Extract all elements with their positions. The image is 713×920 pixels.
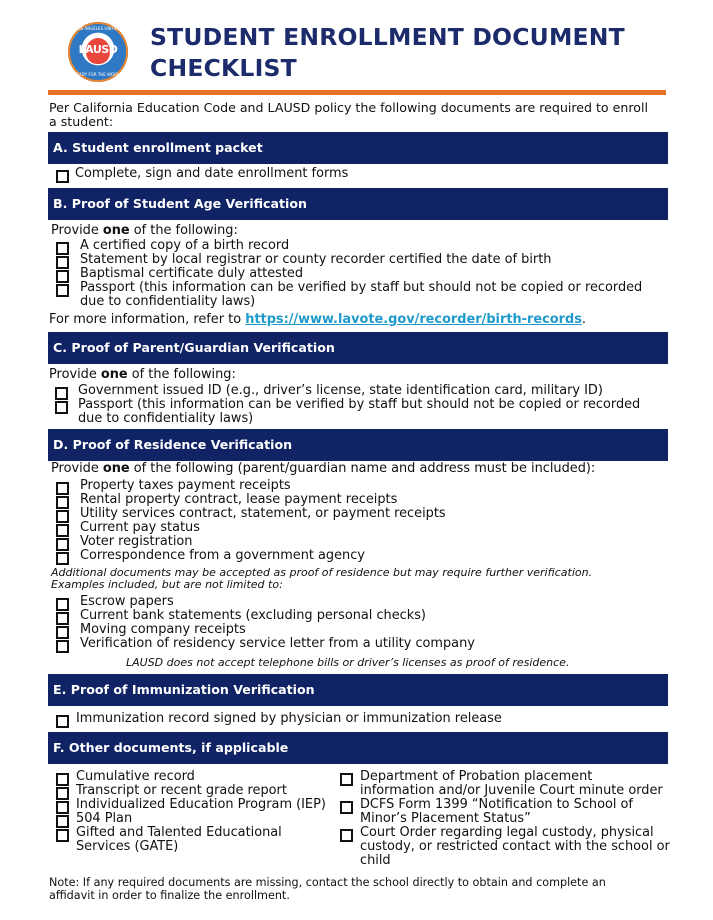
checklist-item: Statement by local registrar or county recorder certified the date of birth: [80, 252, 552, 267]
checklist-item: Rental property contract, lease payment receipts: [80, 492, 398, 507]
checklist-item: A certified copy of a birth record: [80, 238, 290, 253]
checklist-item: Cumulative record: [76, 769, 195, 784]
examples-note: Examples included, but are not limited to:: [51, 578, 283, 591]
checklist-item: Correspondence from a government agency: [80, 548, 365, 563]
checkbox[interactable]: [56, 552, 69, 565]
checklist-item-continued: due to confidentiality laws): [80, 294, 256, 309]
checklist-item: Baptismal certificate duly attested: [80, 266, 304, 281]
checklist-item: Government issued ID (e.g., driver’s license, state identification card, military ID): [78, 383, 603, 398]
checklist-item-continued: information and/or Juvenile Court minute order: [360, 783, 663, 798]
intro-line-1: Per California Education Code and LAUSD policy the following documents are required to enroll: [49, 100, 648, 115]
checklist-item: Department of Probation placement: [360, 769, 593, 784]
intro-text: [49, 101, 669, 128]
checklist-item-continued: due to confidentiality laws): [78, 411, 254, 426]
section-a-header: A. Student enrollment packet: [48, 132, 668, 164]
checkbox[interactable]: [56, 482, 69, 495]
checklist-item: Property taxes payment receipts: [80, 478, 291, 493]
birth-records-link[interactable]: https://www.lavote.gov/recorder/birth-records: [245, 312, 582, 327]
checkbox[interactable]: [56, 815, 69, 828]
checklist-item-continued: Minor’s Placement Status”: [360, 811, 531, 826]
additional-docs-note: Additional documents may be accepted as proof of residence but may require further verification.: [51, 566, 593, 579]
checklist-item: Transcript or recent grade report: [76, 783, 287, 798]
checklist-item-continued: child: [360, 853, 391, 868]
lausd-logo: [68, 22, 128, 82]
checkbox[interactable]: [56, 598, 69, 611]
checklist-item: Immunization record signed by physician or immunization release: [76, 711, 502, 726]
footer-line-1: Note: If any required documents are missing, contact the school directly to obtain and complete an: [49, 876, 606, 889]
checkbox[interactable]: [340, 801, 353, 814]
footer-line-2: affidavit in order to finalize the enrollment.: [49, 889, 290, 902]
footer-note: [49, 876, 689, 902]
checklist-item: Voter registration: [80, 534, 193, 549]
checklist-item: Moving company receipts: [80, 622, 246, 637]
page-title: [150, 22, 670, 84]
checkbox[interactable]: [340, 829, 353, 842]
title-line-1: STUDENT ENROLLMENT DOCUMENT: [150, 23, 625, 51]
section-d-header: D. Proof of Residence Verification: [48, 429, 668, 461]
checkbox[interactable]: [56, 626, 69, 639]
checklist-item-continued: custody, or restricted contact with the school or: [360, 839, 670, 854]
logo-ring-bottom-text: READY FOR THE WORLD: [73, 72, 123, 77]
checkbox[interactable]: [56, 270, 69, 283]
checkbox[interactable]: [56, 170, 69, 183]
checklist-item: Passport (this information can be verified by staff but should not be copied or recorded: [80, 280, 643, 295]
checklist-item: Utility services contract, statement, or payment receipts: [80, 506, 446, 521]
checklist-item: Current bank statements (excluding personal checks): [80, 608, 426, 623]
checklist-item: Complete, sign and date enrollment forms: [75, 166, 349, 181]
section-f-header: F. Other documents, if applicable: [48, 732, 668, 764]
checkbox[interactable]: [55, 401, 68, 414]
checkbox[interactable]: [340, 773, 353, 786]
section-c-header: C. Proof of Parent/Guardian Verification: [48, 332, 668, 364]
checkbox[interactable]: [56, 284, 69, 297]
title-line-2: CHECKLIST: [150, 54, 297, 82]
checklist-item: Passport (this information can be verified by staff but should not be copied or recorded: [78, 397, 641, 412]
checkbox[interactable]: [56, 524, 69, 537]
checkbox[interactable]: [56, 829, 69, 842]
title-divider: [48, 90, 666, 95]
checklist-item: Court Order regarding legal custody, physical: [360, 825, 654, 840]
checkbox[interactable]: [56, 773, 69, 786]
checkbox[interactable]: [56, 242, 69, 255]
checklist-item: Current pay status: [80, 520, 200, 535]
checklist-item: Individualized Education Program (IEP): [76, 797, 326, 812]
checkbox[interactable]: [56, 612, 69, 625]
checkbox[interactable]: [56, 510, 69, 523]
checkbox[interactable]: [56, 640, 69, 653]
checkbox[interactable]: [56, 787, 69, 800]
provide-one-text: Provide one of the following:: [49, 367, 236, 382]
logo-ring-top-text: LOS ANGELES UNIFIED: [75, 26, 121, 31]
logo-letters: LAUSD: [78, 43, 118, 56]
intro-line-2: a student:: [49, 113, 114, 129]
checklist-item: 504 Plan: [76, 811, 133, 826]
checkbox[interactable]: [56, 256, 69, 269]
checkbox[interactable]: [56, 801, 69, 814]
checklist-item: DCFS Form 1399 “Notification to School of: [360, 797, 633, 812]
provide-one-text: Provide one of the following (parent/guardian name and address must be included):: [51, 461, 596, 476]
checklist-item: Gifted and Talented Educational: [76, 825, 282, 840]
checklist-item: Escrow papers: [80, 594, 174, 609]
checkbox[interactable]: [56, 496, 69, 509]
provide-one-text: Provide one of the following:: [51, 223, 238, 238]
checkbox[interactable]: [56, 715, 69, 728]
section-b-header: B. Proof of Student Age Verification: [48, 188, 668, 220]
checklist-item-continued: Services (GATE): [76, 839, 179, 854]
section-e-header: E. Proof of Immunization Verification: [48, 674, 668, 706]
checkbox[interactable]: [56, 538, 69, 551]
checkbox[interactable]: [55, 387, 68, 400]
more-info-text: For more information, refer to https://www.lavote.gov/recorder/birth-records.: [49, 312, 586, 327]
checklist-item: Verification of residency service letter from a utility company: [80, 636, 475, 651]
not-accepted-note: LAUSD does not accept telephone bills or driver’s licenses as proof of residence.: [126, 656, 570, 669]
